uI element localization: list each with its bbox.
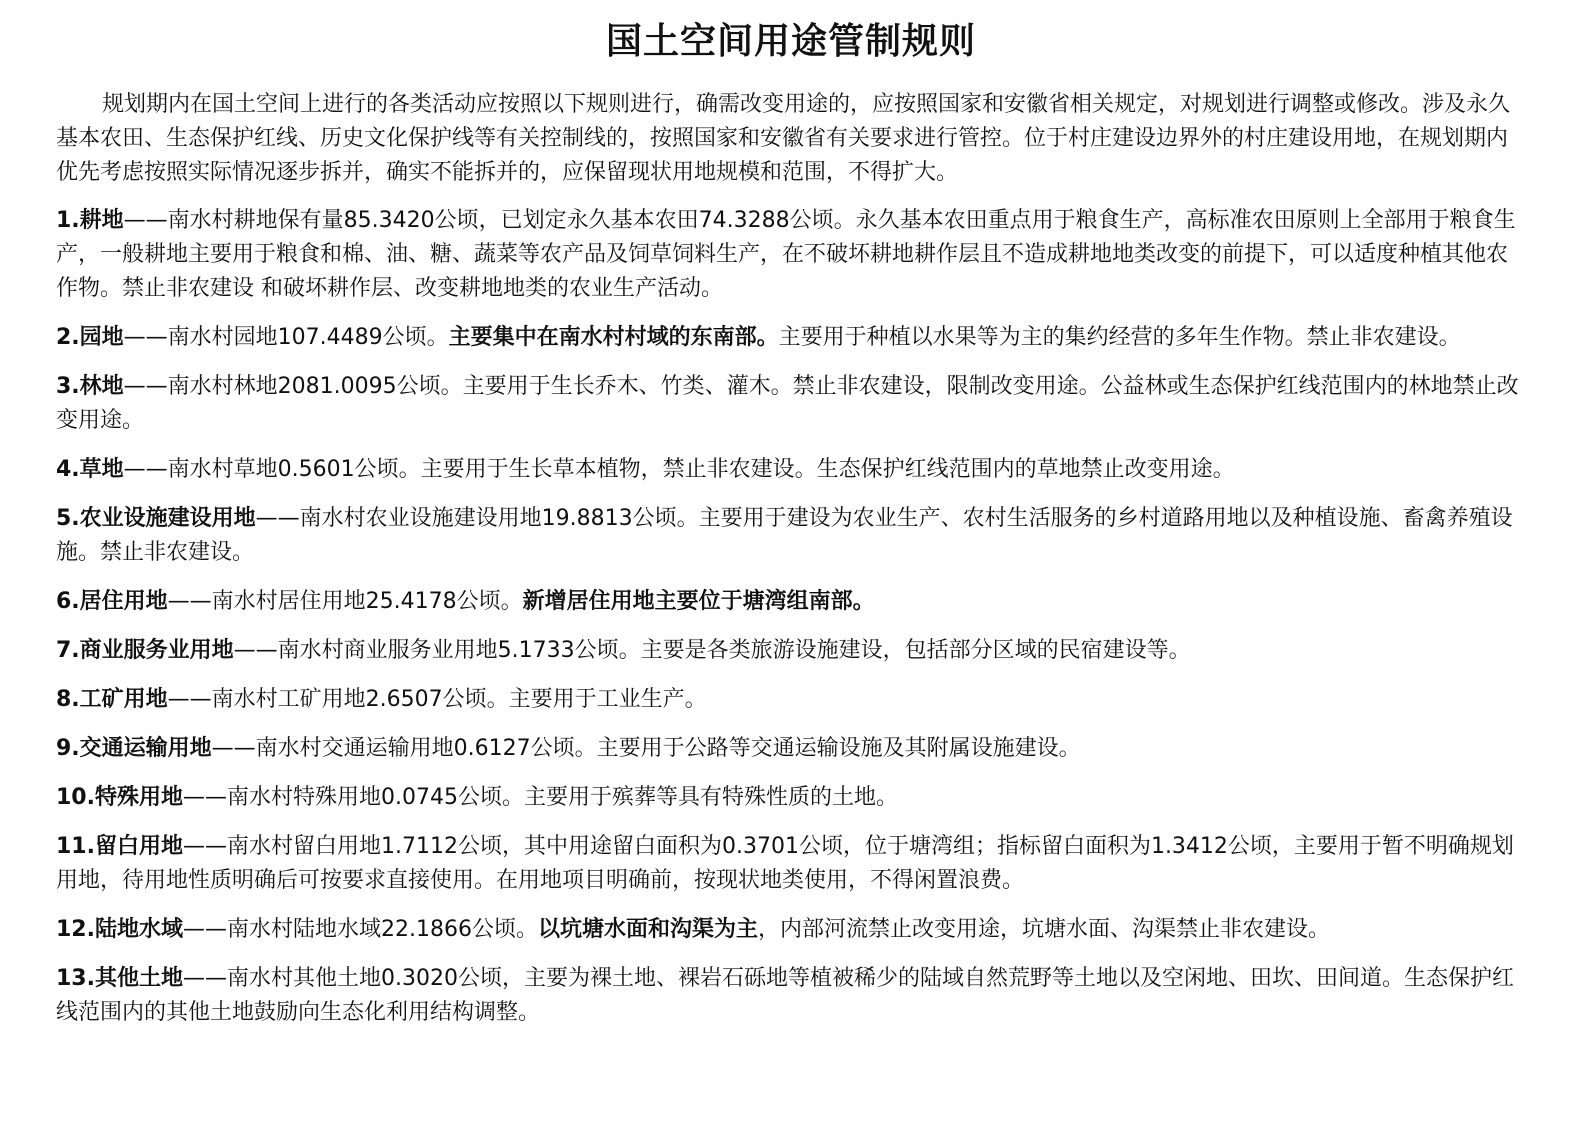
rule-item-special-land xyxy=(56,781,1526,815)
rule-item-residential-land xyxy=(56,585,1526,619)
page-title: 国土空间用途管制规则 xyxy=(605,21,976,62)
rule-item-text: ——南水村工矿用地2.6507公顷。主要用于工业生产。 xyxy=(167,687,707,712)
rule-item-text: ——南水村居住用地25.4178公顷。 xyxy=(167,589,523,614)
rule-item-transport-land xyxy=(56,732,1526,766)
rule-item-commercial-land xyxy=(56,634,1526,668)
rule-item-heading: 5.农业设施建设用地 xyxy=(56,506,256,531)
rule-item-grassland xyxy=(56,453,1526,487)
rule-item-tail: 主要用于种植以水果等为主的集约经营的多年生作物。禁止非农建设。 xyxy=(778,325,1461,350)
rule-item-text: ——南水村商业服务业用地5.1733公顷。主要是各类旅游设施建设，包括部分区域的民宿建设等。 xyxy=(233,638,1191,663)
rule-item-heading: 13.其他土地 xyxy=(56,966,183,991)
rule-item-heading: 2.园地 xyxy=(56,325,124,350)
rule-item-heading: 8.工矿用地 xyxy=(56,687,168,712)
rule-item-text: ——南水村特殊用地0.0745公顷。主要用于殡葬等具有特殊性质的土地。 xyxy=(182,785,898,810)
rule-item-heading: 3.林地 xyxy=(56,374,124,399)
rule-item-industrial-land xyxy=(56,683,1526,717)
rule-item-garden-land xyxy=(56,321,1526,355)
rule-item-cultivated-land xyxy=(56,204,1526,306)
rule-item-highlight: 主要集中在南水村村域的东南部。 xyxy=(448,325,779,350)
rule-item-heading: 10.特殊用地 xyxy=(56,785,183,810)
rule-item-text: ——南水村园地107.4489公顷。 xyxy=(123,325,449,350)
rule-item-highlight: 以坑塘水面和沟渠为主 xyxy=(537,917,758,942)
rule-item-reserved-land xyxy=(56,830,1526,898)
rule-item-other-land xyxy=(56,962,1526,1030)
rule-item-heading: 12.陆地水域 xyxy=(56,917,183,942)
rule-item-text: ——南水村林地2081.0095公顷。主要用于生长乔木、竹类、灌木。禁止非农建设，限制改变用途。公益林或生态保护红线范围内的林地禁止改变用途。 xyxy=(56,374,1519,433)
rule-item-tail: ，内部河流禁止改变用途，坑塘水面、沟渠禁止非农建设。 xyxy=(757,917,1330,942)
rule-item-text: ——南水村耕地保有量85.3420公顷，已划定永久基本农田74.3288公顷。永久基本农田重点用于粮食生产，高标准农田原则上全部用于粮食生产，一般耕地主要用于粮食和棉、油、糖、蔬菜等农产品及饲草饲料生产，在不破坏耕地耕作层且不造成耕地地类改变的前提下，可以适度种植其他农作物。禁止非农建设 和破坏耕作层、改变耕地地类的农业生产活动。 xyxy=(56,208,1516,301)
rule-item-heading: 11.留白用地 xyxy=(56,834,183,859)
intro-paragraph: 规划期内在国土空间上进行的各类活动应按照以下规则进行，确需改变用途的，应按照国家和安徽省相关规定，对规划进行调整或修改。涉及永久基本农田、生态保护红线、历史文化保护线等有关控制线的，按照国家和安徽省有关要求进行管控。位于村庄建设边界外的村庄建设用地，在规划期内优先考虑按照实际情况逐步拆并，确实不能拆并的，应保留现状用地规模和范围，不得扩大。 xyxy=(56,92,1511,185)
rule-item-heading: 1.耕地 xyxy=(56,208,124,233)
rule-item-text: ——南水村农业设施建设用地19.8813公顷。主要用于建设为农业生产、农村生活服务的乡村道路用地以及种植设施、畜禽养殖设施。禁止非农建设。 xyxy=(56,506,1513,565)
rule-item-agri-facility-land xyxy=(56,502,1526,570)
rule-item-text: ——南水村草地0.5601公顷。主要用于生长草本植物，禁止非农建设。生态保护红线范围内的草地禁止改变用途。 xyxy=(123,457,1235,482)
rule-item-heading: 9.交通运输用地 xyxy=(56,736,212,761)
rule-item-highlight: 新增居住用地主要位于塘湾组南部。 xyxy=(522,589,875,614)
rule-item-text: ——南水村留白用地1.7112公顷，其中用途留白面积为0.3701公顷，位于塘湾组；指标留白面积为1.3412公顷，主要用于暂不明确规划用地，待用地性质明确后可按要求直接使用。在用地项目明确前，按现状地类使用，不得闲置浪费。 xyxy=(56,834,1514,893)
rule-item-text: ——南水村陆地水域22.1866公顷。 xyxy=(182,917,538,942)
rule-item-heading: 4.草地 xyxy=(56,457,124,482)
rule-item-heading: 6.居住用地 xyxy=(56,589,168,614)
rule-item-land-water xyxy=(56,913,1526,947)
rule-item-forest-land xyxy=(56,370,1526,438)
rule-item-text: ——南水村交通运输用地0.6127公顷。主要用于公路等交通运输设施及其附属设施建设。 xyxy=(211,736,1081,761)
document-page xyxy=(56,18,1526,1045)
rule-item-text: ——南水村其他土地0.3020公顷，主要为裸土地、裸岩石砾地等植被稀少的陆域自然荒野等土地以及空闲地、田坎、田间道。生态保护红线范围内的其他土地鼓励向生态化利用结构调整。 xyxy=(56,966,1514,1025)
rule-item-heading: 7.商业服务业用地 xyxy=(56,638,234,663)
